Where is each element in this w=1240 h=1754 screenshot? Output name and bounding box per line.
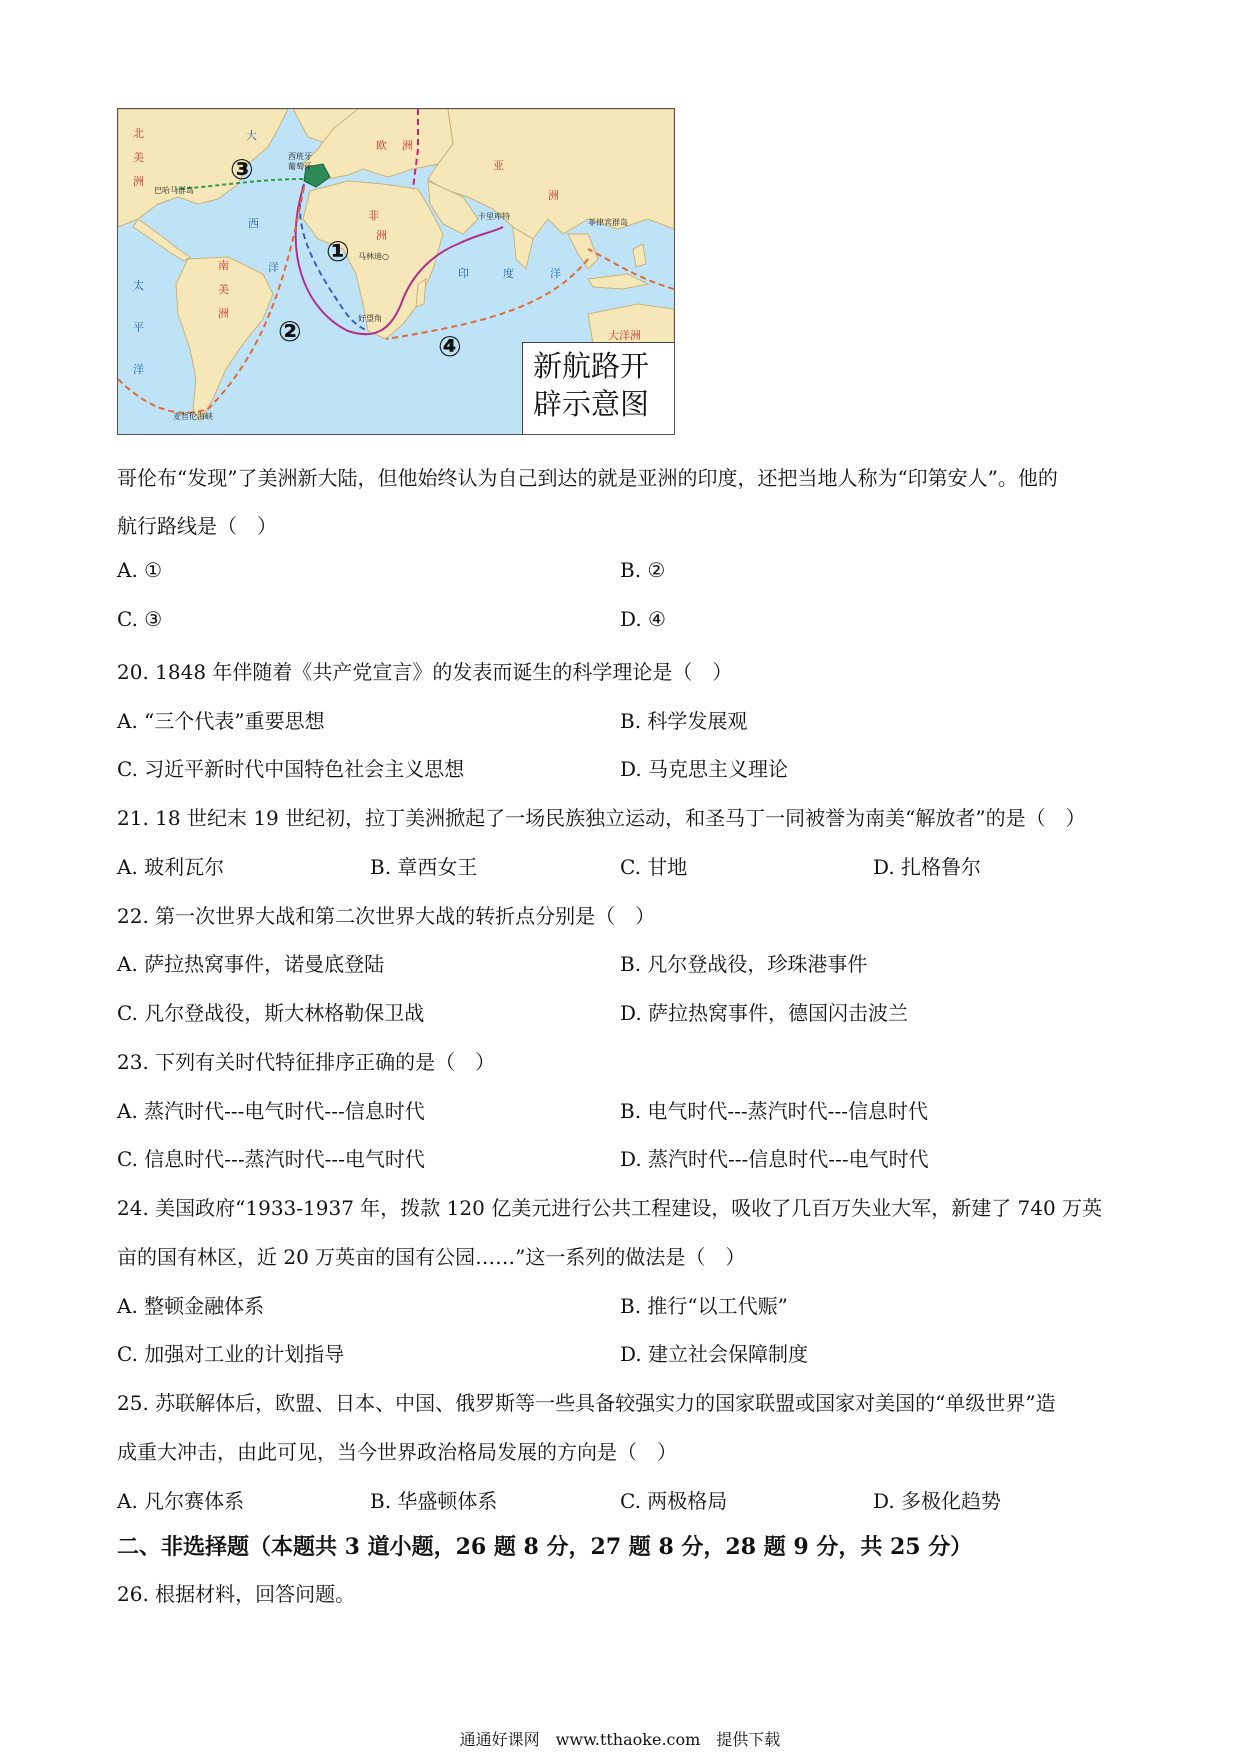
- q19-stem-line-2: 航行路线是（ ）: [117, 514, 277, 538]
- label-atlantic-b: 西: [248, 217, 259, 230]
- q22-option-a: A. 萨拉热窝事件，诺曼底登陆: [117, 952, 385, 976]
- route-marker-2: ②: [278, 315, 302, 348]
- label-south-america: 南美洲: [218, 259, 229, 320]
- q20-option-b: B. 科学发展观: [620, 709, 748, 733]
- q24-option-c: C. 加强对工业的计划指导: [117, 1342, 345, 1366]
- label-africa: 非: [368, 209, 379, 222]
- q25-option-b: B. 华盛顿体系: [370, 1489, 498, 1513]
- q23-option-b: B. 电气时代---蒸汽时代---信息时代: [620, 1099, 928, 1123]
- page-footer: 通通好课网 www.tthaoke.com 提供下载: [459, 1730, 781, 1749]
- label-bahamas: 巴哈马群岛: [154, 186, 194, 195]
- q21-option-c: C. 甘地: [620, 855, 688, 879]
- legend-line-1: 新航路开: [533, 349, 650, 383]
- q19-option-d: D. ④: [620, 607, 666, 631]
- label-malindi: 马林迪○: [358, 252, 389, 261]
- q22-stem: 22. 第一次世界大战和第二次世界大战的转折点分别是（ ）: [117, 904, 656, 928]
- q25-option-a: A. 凡尔赛体系: [117, 1489, 245, 1513]
- route-marker-4: ④: [438, 330, 462, 363]
- label-europe: 欧: [376, 139, 387, 152]
- label-calicut: 卡里库特: [478, 212, 510, 221]
- q23-stem: 23. 下列有关时代特征排序正确的是（ ）: [117, 1050, 496, 1074]
- q19-stem-line-1: 哥伦布“发现”了美洲新大陆，但他始终认为自己到达的就是亚洲的印度，还把当地人称为“印第安人”。他的: [117, 466, 1058, 490]
- label-europe-2: 洲: [402, 139, 413, 152]
- label-magellan-strait: 麦哲伦海峡: [173, 412, 213, 421]
- label-asia-2: 洲: [548, 189, 559, 202]
- label-asia: 亚: [493, 159, 504, 172]
- q24-stem-line-2: 亩的国有林区，近 20 万英亩的国有公园……”这一系列的做法是（ ）: [117, 1245, 746, 1269]
- q23-option-a: A. 蒸汽时代---电气时代---信息时代: [117, 1099, 425, 1123]
- q25-stem-line-1: 25. 苏联解体后，欧盟、日本、中国、俄罗斯等一些具备较强实力的国家联盟或国家对美国的“单级世界”造: [117, 1391, 1056, 1415]
- q20-option-d: D. 马克思主义理论: [620, 757, 789, 781]
- route-marker-1: ①: [326, 235, 350, 268]
- q24-option-d: D. 建立社会保障制度: [620, 1342, 809, 1366]
- q19-option-c: C. ③: [117, 607, 163, 631]
- q23-option-d: D. 蒸汽时代---信息时代---电气时代: [620, 1147, 929, 1171]
- q20-stem: 20. 1848 年伴随着《共产党宣言》的发表而诞生的科学理论是（ ）: [117, 660, 733, 684]
- q24-stem-line-1: 24. 美国政府“1933-1937 年，拨款 120 亿美元进行公共工程建设，吸收了几百万失业大军，新建了 740 万英: [117, 1196, 1103, 1220]
- q25-option-d: D. 多极化趋势: [873, 1489, 1002, 1513]
- label-north-america: 北美洲: [133, 127, 144, 188]
- q21-option-b: B. 章西女王: [370, 855, 478, 879]
- q26-stem: 26. 根据材料，回答问题。: [117, 1582, 356, 1606]
- label-good-hope: 好望角: [358, 314, 382, 323]
- q21-option-a: A. 玻利瓦尔: [117, 855, 225, 879]
- q25-stem-line-2: 成重大冲击，由此可见，当今世界政治格局发展的方向是（ ）: [117, 1440, 677, 1464]
- q20-option-a: A. “三个代表”重要思想: [117, 709, 325, 733]
- route-marker-3: ③: [230, 153, 254, 186]
- label-indian-b: 度: [503, 267, 514, 280]
- legend-line-2: 辟示意图: [533, 387, 650, 421]
- label-spain-portugal: 西班牙葡萄牙: [288, 152, 312, 171]
- q21-option-d: D. 扎格鲁尔: [873, 855, 982, 879]
- label-indian-c: 洋: [550, 267, 561, 280]
- label-indian-a: 印: [458, 267, 469, 280]
- label-africa-2: 洲: [376, 229, 387, 242]
- label-atlantic-a: 大: [246, 129, 257, 142]
- label-philippines: 菲律宾群岛: [588, 218, 628, 227]
- q24-option-b: B. 推行“以工代赈”: [620, 1294, 788, 1318]
- new-sea-routes-map: [117, 108, 675, 435]
- q25-option-c: C. 两极格局: [620, 1489, 728, 1513]
- q23-option-c: C. 信息时代---蒸汽时代---电气时代: [117, 1147, 425, 1171]
- q22-option-c: C. 凡尔登战役，斯大林格勒保卫战: [117, 1001, 425, 1025]
- label-pacific-left: 太平洋: [133, 279, 144, 376]
- label-oceania: 大洋洲: [608, 329, 641, 342]
- q21-stem: 21. 18 世纪末 19 世纪初，拉丁美洲掀起了一场民族独立运动，和圣马丁一同被誉为南美“解放者”的是（ ）: [117, 806, 1086, 830]
- q19-option-b: B. ②: [620, 558, 666, 582]
- label-atlantic-c: 洋: [268, 261, 279, 274]
- map-legend: [522, 342, 674, 434]
- q19-option-a: A. ①: [117, 558, 163, 582]
- section-2-heading: 二、非选择题（本题共 3 道小题，26 题 8 分，27 题 8 分，28 题 9 分，共 25 分）: [117, 1534, 973, 1560]
- q22-option-d: D. 萨拉热窝事件，德国闪击波兰: [620, 1001, 909, 1025]
- q20-option-c: C. 习近平新时代中国特色社会主义思想: [117, 757, 465, 781]
- q22-option-b: B. 凡尔登战役，珍珠港事件: [620, 952, 868, 976]
- q24-option-a: A. 整顿金融体系: [117, 1294, 265, 1318]
